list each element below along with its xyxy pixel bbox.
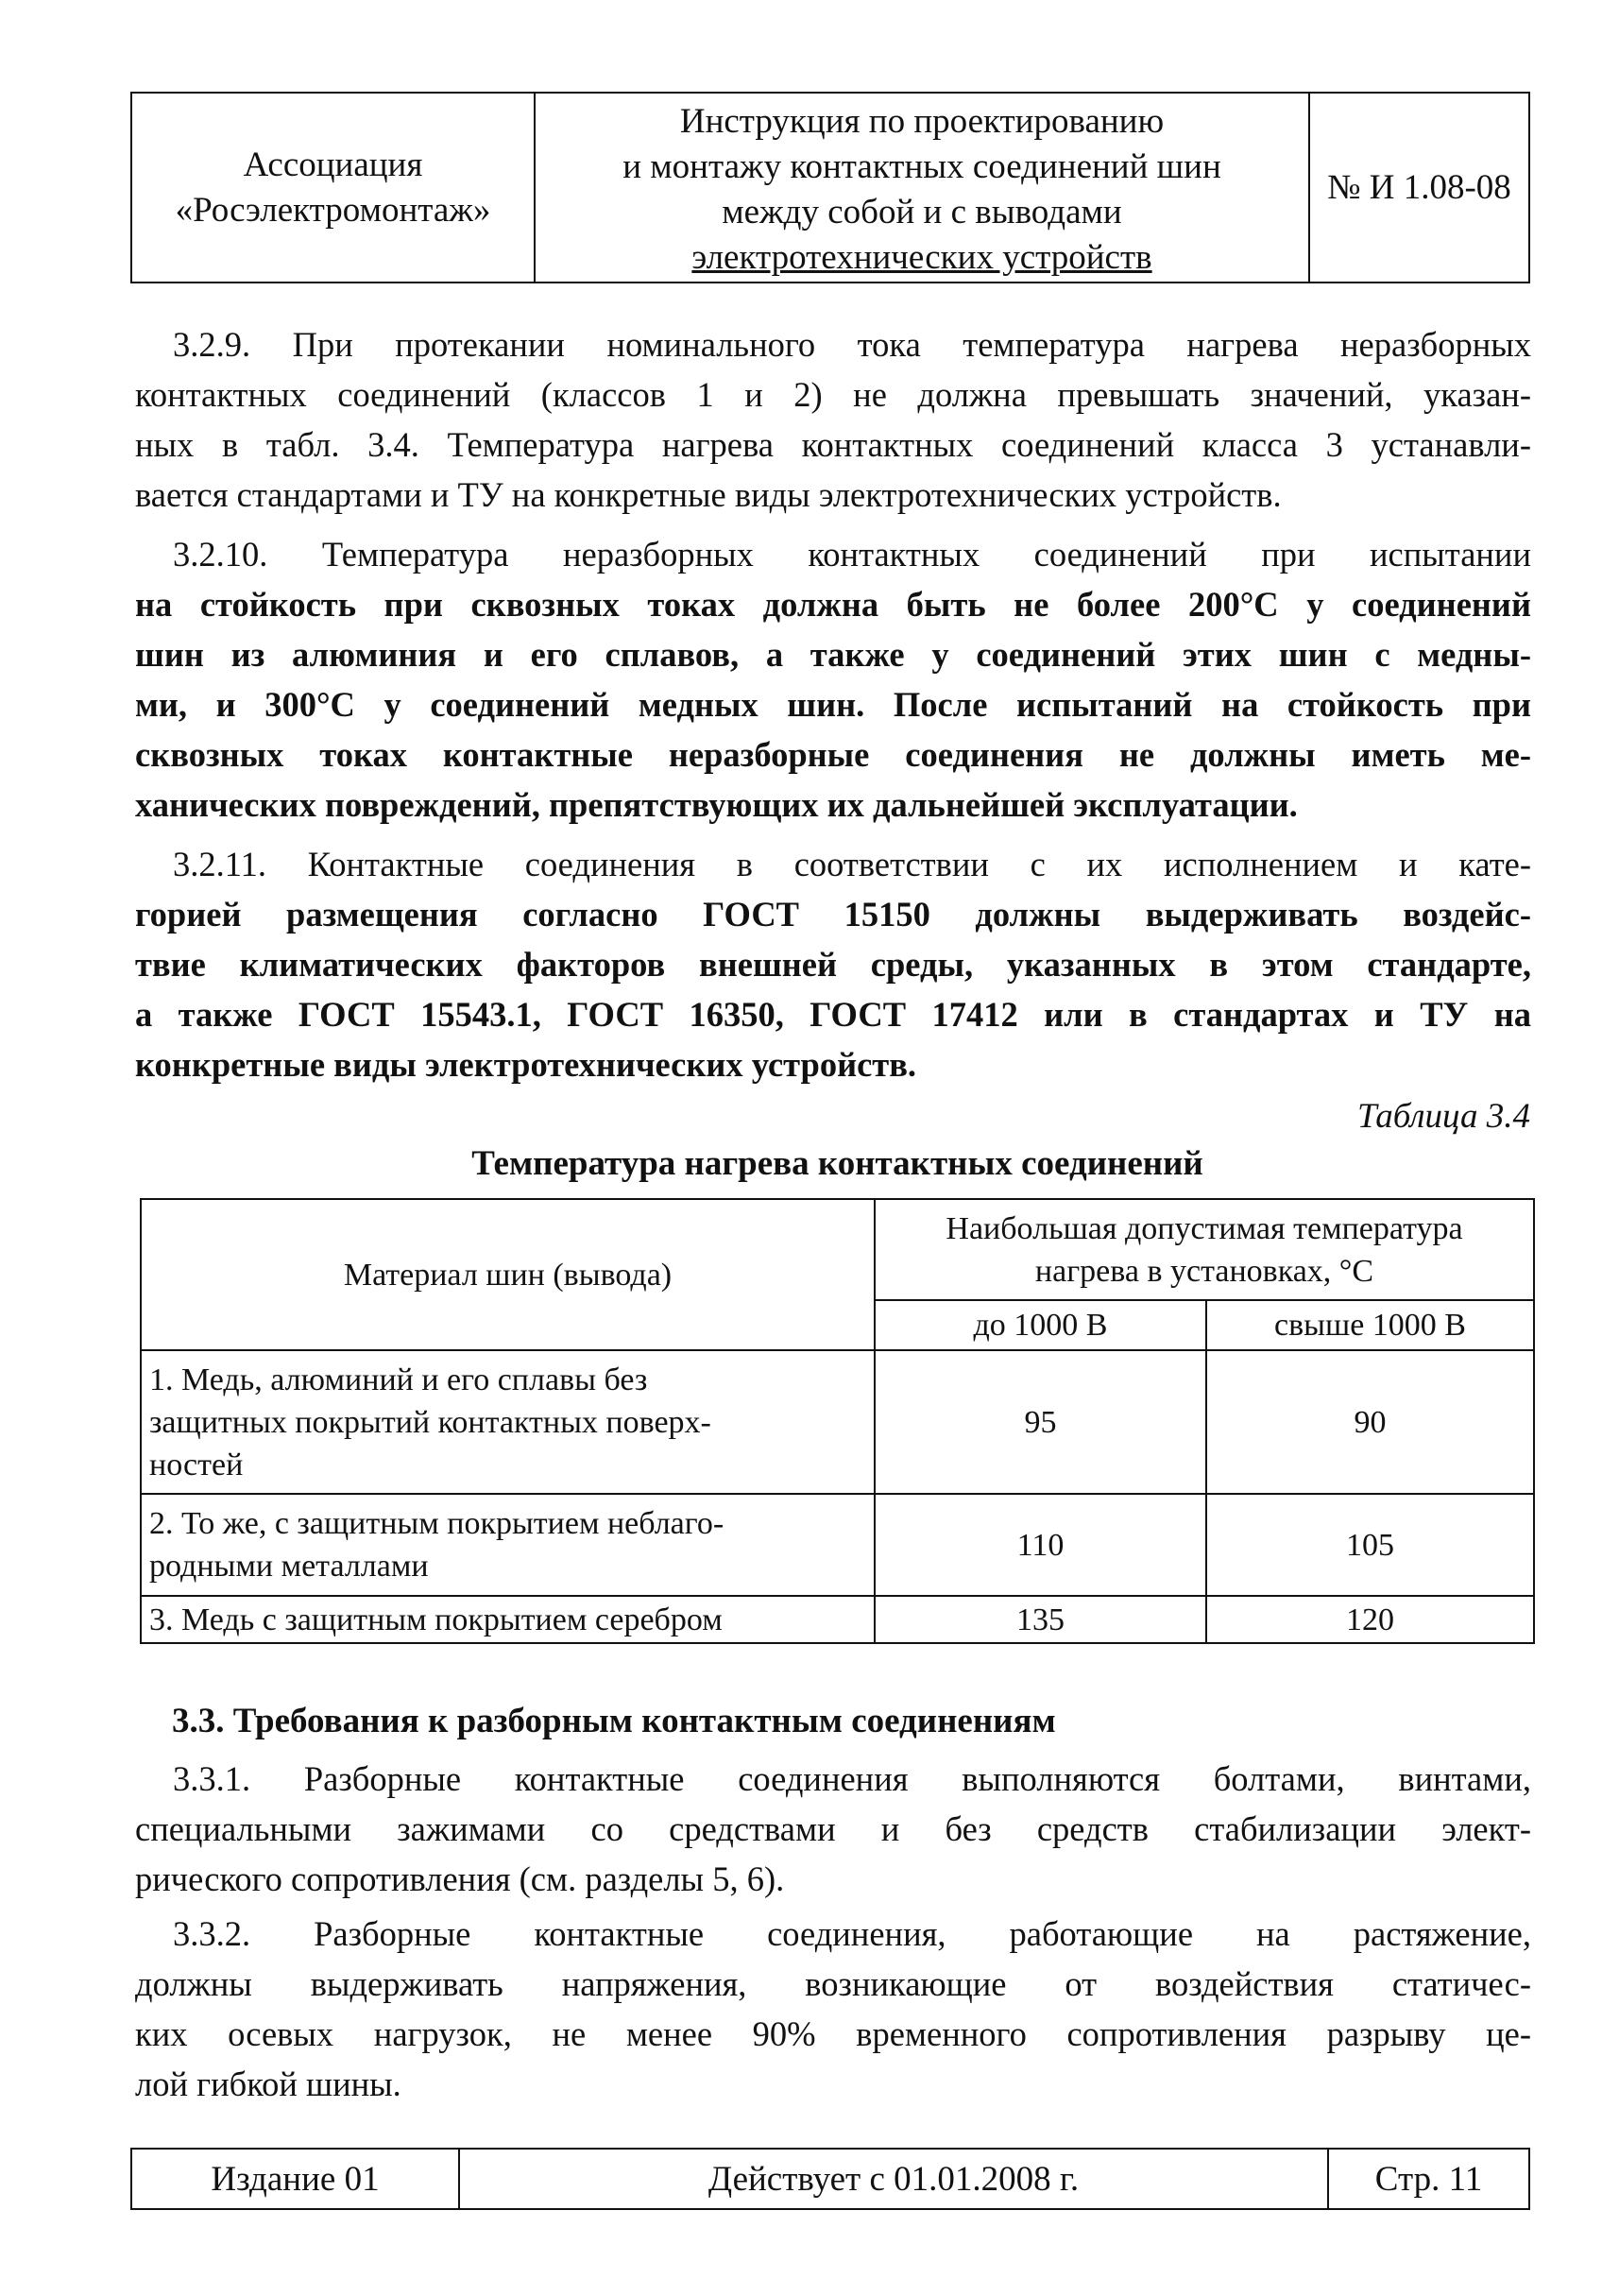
title-line: между собой и с выводами xyxy=(722,192,1122,231)
paragraph-3-2-10 xyxy=(135,529,1531,830)
org-line: «Росэлектромонтаж» xyxy=(175,190,491,230)
text-line: а также ГОСТ 15543.1, ГОСТ 16350, ГОСТ 17412 или в стандартах и ТУ на xyxy=(135,995,1531,1034)
cell-line: родными металлами xyxy=(149,1549,429,1584)
text-line: конкретные виды электротехнических устройств. xyxy=(135,1045,917,1084)
cell-up-to-1000v: 110 xyxy=(875,1494,1206,1596)
title-line: и монтажу контактных соединений шин xyxy=(622,146,1221,186)
text-line: лой гибкой шины. xyxy=(135,2065,401,2103)
cell-material xyxy=(141,1494,875,1596)
text-line: 3.2.11. Контактные соединения в соответствии с их исполнением и кате- xyxy=(173,845,1531,883)
title-line: Инструкция по проектированию xyxy=(679,101,1165,141)
cell-line: 2. То же, с защитным покрытием неблаго- xyxy=(149,1506,724,1541)
header-max-temperature xyxy=(875,1199,1534,1300)
text-line: ми, и 300°С у соединений медных шин. После испытаний на стойкость при xyxy=(135,685,1531,724)
document-header xyxy=(130,92,1530,283)
footer-effective-date: Действует с 01.01.2008 г. xyxy=(460,2150,1329,2208)
org-line: Ассоциация xyxy=(243,145,423,184)
cell-above-1000v: 90 xyxy=(1206,1350,1534,1494)
footer-edition: Издание 01 xyxy=(132,2150,460,2208)
text-line: горией размещения согласно ГОСТ 15150 должны выдерживать воздейс- xyxy=(135,895,1531,934)
text-line: ханических повреждений, препятствующих их дальнейшей эксплуатации. xyxy=(135,785,1298,824)
text-line: на стойкость при сквозных токах должна быть не более 200°С у соединений xyxy=(135,585,1531,624)
table-row xyxy=(141,1350,1534,1494)
table-caption: Таблица 3.4 xyxy=(1356,1097,1530,1136)
table-row xyxy=(141,1596,1534,1643)
cell-up-to-1000v: 95 xyxy=(875,1350,1206,1494)
cell-line: защитных покрытий контактных поверх- xyxy=(149,1404,711,1440)
text-line: специальными зажимами со средствами и без средств стабилизации элект- xyxy=(135,1809,1531,1848)
text-line: шин из алюминия и его сплавов, а также у соединений этих шин с медны- xyxy=(135,635,1531,674)
table-title: Температура нагрева контактных соединений xyxy=(471,1144,1203,1183)
paragraph-3-3-2 xyxy=(135,1909,1531,2109)
text-line: 3.2.9. При протекании номинального тока температура нагрева неразборных xyxy=(173,325,1531,364)
cell-up-to-1000v: 135 xyxy=(875,1596,1206,1643)
cell-above-1000v: 120 xyxy=(1206,1596,1534,1643)
header-line: Наибольшая допустимая температура xyxy=(946,1210,1463,1246)
header-up-to-1000v: до 1000 В xyxy=(875,1300,1206,1350)
cell-material xyxy=(141,1350,875,1494)
section-heading: 3.3. Требования к разборным контактным соединениям xyxy=(172,1702,1056,1740)
text-line: вается стандартами и ТУ на конкретные виды электротехнических устройств. xyxy=(135,475,1282,514)
cell-material xyxy=(141,1596,875,1643)
table-row xyxy=(141,1494,1534,1596)
paragraph-3-2-9 xyxy=(135,319,1531,520)
cell-line: 1. Медь, алюминий и его сплавы без xyxy=(149,1362,648,1397)
text-line: 3.3.2. Разборные контактные соединения, работающие на растяжение, xyxy=(173,1914,1531,1953)
text-line: твие климатических факторов внешней среды, указанных в этом стандарте, xyxy=(135,945,1531,984)
header-organization xyxy=(132,94,536,282)
text-line: сквозных токах контактные неразборные соединения не должны иметь ме- xyxy=(135,735,1531,774)
header-doc-number: № И 1.08-08 xyxy=(1327,167,1511,207)
header-above-1000v: свыше 1000 В xyxy=(1206,1300,1534,1350)
cell-above-1000v: 105 xyxy=(1206,1494,1534,1596)
text-line: 3.2.10. Температура неразборных контактных соединений при испытании xyxy=(173,535,1531,574)
cell-line: 3. Медь с защитным покрытием серебром xyxy=(149,1602,723,1637)
paragraph-3-2-11 xyxy=(135,839,1531,1089)
cell-line: ностей xyxy=(149,1447,244,1482)
text-line: должны выдерживать напряжения, возникающие от воздействия статичес- xyxy=(135,1964,1531,2003)
text-line: рического сопротивления (см. разделы 5, 6). xyxy=(135,1859,785,1898)
text-line: контактных соединений (классов 1 и 2) не должна превышать значений, указан- xyxy=(135,375,1531,414)
document-footer xyxy=(130,2148,1530,2210)
header-title xyxy=(536,94,1310,282)
header-line: нагрева в установках, °С xyxy=(1034,1253,1374,1289)
text-line: 3.3.1. Разборные контактные соединения выполняются болтами, винтами, xyxy=(173,1759,1531,1798)
text-line: ных в табл. 3.4. Температура нагрева контактных соединений класса 3 устанавли- xyxy=(135,425,1531,464)
text-line: ких осевых нагрузок, не менее 90% временного сопротивления разрыву це- xyxy=(135,2014,1531,2053)
footer-page-number: Стр. 11 xyxy=(1374,2159,1483,2199)
header-material: Материал шин (вывода) xyxy=(141,1199,875,1350)
title-line: электротехнических устройств xyxy=(691,237,1152,277)
temperature-table xyxy=(140,1198,1535,1644)
paragraph-3-3-1 xyxy=(135,1754,1531,1904)
